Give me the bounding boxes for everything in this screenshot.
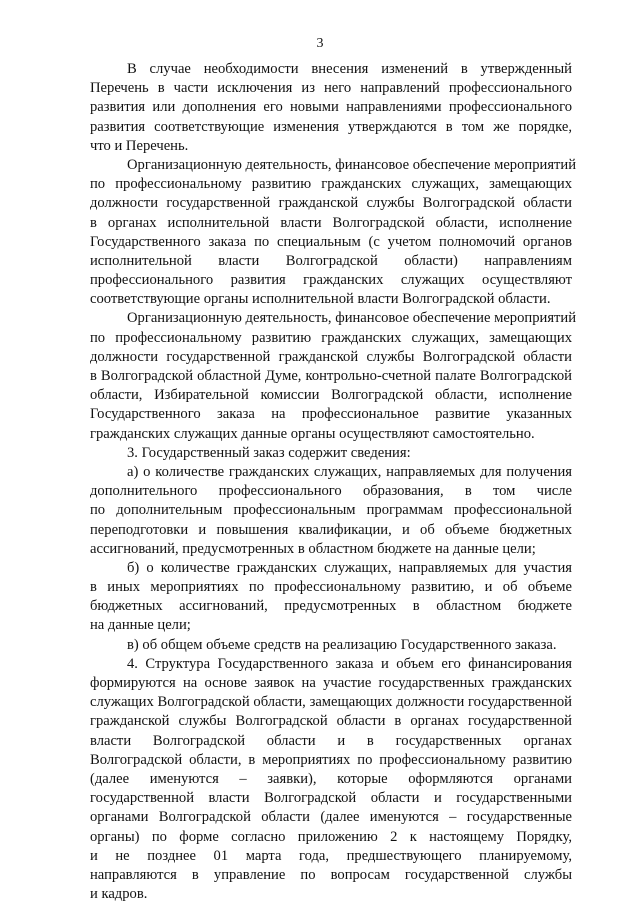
text-line: и кадров.: [90, 886, 148, 903]
text-line: на данные цели;: [90, 617, 191, 634]
text-line: гражданской службы Волгоградской области в органах государственной: [90, 713, 572, 730]
text-line: Государственного заказа на профессиональное развитие указанных: [90, 406, 572, 423]
text-line: б) о количестве гражданских служащих, направляемых для участия: [127, 559, 572, 576]
text-line: направляются в управление по вопросам государственной службы: [90, 866, 572, 883]
text-line: служащих Волгоградской области, замещающих должности государственной: [90, 694, 572, 711]
text-line: по профессиональному развитию гражданских служащих, замещающих: [90, 176, 572, 193]
text-line: ассигнований, предусмотренных в областном бюджете на данные цели;: [90, 540, 536, 557]
text-line: гражданских служащих данные органы осуществляют самостоятельно.: [90, 425, 535, 442]
text-line: соответствующие органы исполнительной власти Волгоградской области.: [90, 291, 551, 308]
text-line: 3. Государственный заказ содержит сведения:: [127, 444, 411, 461]
text-line: развития или дополнения его новыми направлениями профессионального: [90, 99, 572, 116]
text-line: Организационную деятельность, финансовое обеспечение мероприятий: [127, 310, 577, 327]
text-line: 4. Структура Государственного заказа и объем его финансирования: [127, 655, 572, 672]
text-line: в органах исполнительной власти Волгоградской области, исполнение: [90, 214, 572, 231]
text-line: дополнительного профессионального образования, в том числе: [90, 483, 572, 500]
text-line: и не позднее 01 марта года, предшествующего планируемому,: [90, 847, 572, 864]
text-line: развития соответствующие изменения утверждаются в том же порядке,: [90, 118, 572, 135]
text-line: по дополнительным профессиональным программам профессиональной: [90, 502, 572, 519]
text-line: Волгоградской области, в мероприятиях по профессиональному развитию: [90, 751, 572, 768]
text-line: области, Избирательной комиссии Волгоградской области, исполнение: [90, 387, 572, 404]
text-line: должности государственной гражданской службы Волгоградской области: [90, 195, 572, 212]
text-line: В случае необходимости внесения изменений в утвержденный: [127, 61, 572, 77]
text-line: по профессиональному развитию гражданских служащих, замещающих: [90, 329, 572, 346]
text-line: исполнительной власти Волгоградской области) направлениям: [90, 252, 572, 269]
text-line: Государственного заказа по специальным (с учетом полномочий органов: [90, 233, 572, 250]
text-line: Организационную деятельность, финансовое обеспечение мероприятий: [127, 156, 577, 173]
text-line: Перечень в части исключения из него направлений профессионального: [90, 80, 572, 97]
text-line: должности государственной гражданской службы Волгоградской области: [90, 348, 572, 365]
text-line: власти Волгоградской области и в государственных органах: [90, 732, 572, 749]
text-line: органами Волгоградской области (далее именуются – государственные: [90, 809, 572, 826]
text-line: профессионального развития гражданских служащих осуществляют: [90, 272, 572, 289]
text-line: в иных мероприятиях по профессиональному развитию, и об объеме: [90, 579, 572, 596]
text-line: (далее именуются – заявки), которые оформляются органами: [90, 770, 572, 787]
text-line: а) о количестве гражданских служащих, направляемых для получения: [127, 463, 572, 480]
text-line: бюджетных ассигнований, предусмотренных в областном бюджете: [90, 598, 572, 615]
text-line: в Волгоградской областной Думе, контрольно-счетной палате Волгоградской: [90, 368, 572, 384]
page-number: 3: [316, 36, 324, 51]
text-line: что и Перечень.: [90, 137, 189, 154]
document-body: [90, 60, 577, 904]
text-line: органы) по форме согласно приложению 2 к настоящему Порядку,: [90, 828, 572, 845]
text-line: в) об общем объеме средств на реализацию Государственного заказа.: [127, 636, 557, 653]
text-line: переподготовки и повышения квалификации, и об объеме бюджетных: [90, 521, 572, 538]
text-line: государственной власти Волгоградской области и государственными: [90, 790, 572, 807]
text-line: формируются на основе заявок на участие государственных гражданских: [90, 675, 572, 691]
